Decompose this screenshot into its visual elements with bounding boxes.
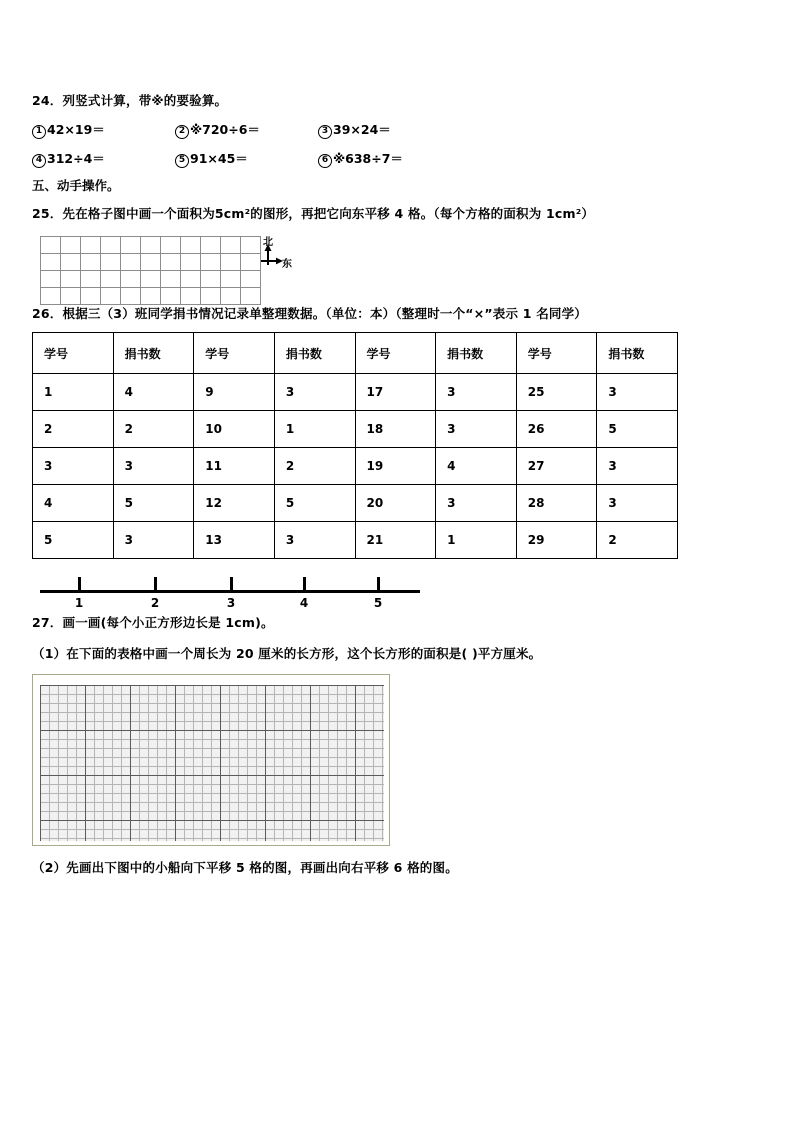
- calc-item-6: [318, 150, 461, 168]
- number-line: [32, 572, 452, 614]
- table-cell: 3: [274, 374, 355, 411]
- table-cell: 12: [194, 485, 275, 522]
- table-cell: 3: [436, 374, 517, 411]
- question-27-prompt: 27．画一画(每个小正方形边长是 1cm)。: [32, 615, 274, 630]
- item-number-circle: 6: [318, 154, 332, 168]
- calc-item-2: [175, 121, 318, 139]
- number-line-label: 2: [150, 596, 160, 610]
- column-header: 捐书数: [436, 333, 517, 374]
- column-header: 学号: [33, 333, 114, 374]
- column-header: 捐书数: [274, 333, 355, 374]
- number-line-tick: [377, 577, 380, 591]
- grid-cell: [141, 237, 161, 254]
- calc-expression: 42×19＝: [47, 122, 105, 137]
- number-line-label: 5: [373, 596, 383, 610]
- grid-cell: [241, 288, 261, 305]
- question-25-figure: [32, 233, 732, 305]
- grid-cell: [121, 271, 141, 288]
- number-line-tick: [154, 577, 157, 591]
- column-header: 学号: [516, 333, 597, 374]
- table-row: [33, 448, 678, 485]
- grid-cell: [181, 254, 201, 271]
- table-cell: 20: [355, 485, 436, 522]
- compass-east-label: 东: [282, 259, 292, 270]
- question-25-prompt: 25．先在格子图中画一个面积为5cm²的图形，再把它向东平移 4 格。（每个方格的面积为 1cm²）: [32, 206, 595, 221]
- number-line-tick: [230, 577, 233, 591]
- table-cell: 27: [516, 448, 597, 485]
- grid-cell: [81, 237, 101, 254]
- item-number-circle: 4: [32, 154, 46, 168]
- calc-expression: ※638÷7＝: [333, 151, 403, 166]
- table-cell: 4: [33, 485, 114, 522]
- grid-cell: [101, 271, 121, 288]
- number-line-label: 4: [299, 596, 309, 610]
- grid-cell: [161, 271, 181, 288]
- table-cell: 13: [194, 522, 275, 559]
- table-cell: 3: [597, 485, 678, 522]
- grid-row: [41, 237, 261, 254]
- compass-arrows-icon: [250, 235, 310, 281]
- question-24-row-2: [32, 150, 732, 168]
- table-cell: 3: [597, 374, 678, 411]
- table-cell: 19: [355, 448, 436, 485]
- grid-cell: [181, 237, 201, 254]
- number-line-tick: [78, 577, 81, 591]
- grid-cell: [61, 288, 81, 305]
- grid-cell: [201, 288, 221, 305]
- table-cell: 4: [113, 374, 194, 411]
- calc-item-3: [318, 121, 461, 139]
- fine-square-grid: [40, 685, 384, 841]
- number-line-label: 1: [74, 596, 84, 610]
- table-row: [33, 374, 678, 411]
- square-grid-small-body: [41, 237, 261, 305]
- table-cell: 2: [113, 411, 194, 448]
- grid-row: [41, 288, 261, 305]
- table-row: [33, 522, 678, 559]
- grid-cell: [81, 254, 101, 271]
- table-cell: 9: [194, 374, 275, 411]
- table-cell: 3: [436, 485, 517, 522]
- table-cell: 3: [436, 411, 517, 448]
- grid-cell: [201, 237, 221, 254]
- grid-cell: [61, 254, 81, 271]
- table-cell: 5: [113, 485, 194, 522]
- item-number-circle: 1: [32, 125, 46, 139]
- table-cell: 29: [516, 522, 597, 559]
- table-row: [33, 411, 678, 448]
- item-number-circle: 2: [175, 125, 189, 139]
- question-27-part1-prompt: （1）在下面的表格中画一个周长为 20 厘米的长方形，这个长方形的面积是( )平方厘米。: [32, 646, 542, 661]
- table-cell: 26: [516, 411, 597, 448]
- question-27-part2-prompt: （2）先画出下图中的小船向下平移 5 格的图，再画出向右平移 6 格的图。: [32, 860, 458, 875]
- grid-cell: [181, 271, 201, 288]
- grid-cell: [41, 237, 61, 254]
- table-cell: 4: [436, 448, 517, 485]
- table-cell: 1: [33, 374, 114, 411]
- grid-cell: [101, 237, 121, 254]
- grid-cell: [141, 288, 161, 305]
- item-number-circle: 3: [318, 125, 332, 139]
- question-24-prompt: 24．列竖式计算，带※的要验算。: [32, 93, 228, 108]
- grid-cell: [121, 288, 141, 305]
- table-cell: 3: [113, 448, 194, 485]
- grid-cell: [121, 254, 141, 271]
- table-cell: 3: [113, 522, 194, 559]
- grid-cell: [161, 254, 181, 271]
- grid-cell: [161, 288, 181, 305]
- grid-cell: [81, 288, 101, 305]
- calc-expression: ※720÷6＝: [190, 122, 260, 137]
- calc-item-1: [32, 121, 175, 139]
- grid-cell: [161, 237, 181, 254]
- table-cell: 18: [355, 411, 436, 448]
- table-cell: 2: [597, 522, 678, 559]
- table-cell: 2: [33, 411, 114, 448]
- grid-cell: [41, 271, 61, 288]
- calc-item-4: [32, 150, 175, 168]
- number-line-label: 3: [226, 596, 236, 610]
- grid-cell: [101, 288, 121, 305]
- question-24-row-1: [32, 121, 732, 139]
- number-line-tick: [303, 577, 306, 591]
- table-cell: 28: [516, 485, 597, 522]
- grid-cell: [221, 254, 241, 271]
- grid-cell: [101, 254, 121, 271]
- grid-cell: [201, 271, 221, 288]
- table-header-row: [33, 333, 678, 374]
- table-cell: 3: [597, 448, 678, 485]
- table-row: [33, 485, 678, 522]
- grid-row: [41, 254, 261, 271]
- table-cell: 5: [274, 485, 355, 522]
- grid-cell: [61, 271, 81, 288]
- question-27-grid-figure: [32, 674, 390, 846]
- table-cell: 11: [194, 448, 275, 485]
- table-cell: 5: [597, 411, 678, 448]
- section-five-title: 五、动手操作。: [32, 178, 120, 193]
- grid-cell: [221, 271, 241, 288]
- donation-table-body: [33, 374, 678, 559]
- question-26-prompt: 26．根据三（3）班同学捐书情况记录单整理数据。（单位：本）（整理时一个“×”表示 1 名同学）: [32, 306, 587, 321]
- table-cell: 1: [436, 522, 517, 559]
- grid-cell: [41, 254, 61, 271]
- grid-row: [41, 271, 261, 288]
- column-header: 捐书数: [597, 333, 678, 374]
- table-cell: 10: [194, 411, 275, 448]
- compass-north-label: 北: [263, 237, 273, 248]
- table-cell: 2: [274, 448, 355, 485]
- table-cell: 3: [274, 522, 355, 559]
- donation-table-head: [33, 333, 678, 374]
- calc-item-5: [175, 150, 318, 168]
- worksheet-content: [32, 92, 732, 877]
- grid-cell: [221, 237, 241, 254]
- grid-cell: [181, 288, 201, 305]
- grid-cell: [221, 288, 241, 305]
- column-header: 学号: [194, 333, 275, 374]
- table-cell: 21: [355, 522, 436, 559]
- grid-cell: [201, 254, 221, 271]
- grid-cell: [81, 271, 101, 288]
- grid-cell: [141, 271, 161, 288]
- column-header: 捐书数: [113, 333, 194, 374]
- table-cell: 17: [355, 374, 436, 411]
- donation-table: [32, 332, 678, 559]
- table-cell: 25: [516, 374, 597, 411]
- grid-cell: [141, 254, 161, 271]
- compass-rose: [250, 235, 310, 281]
- calc-expression: 312÷4＝: [47, 151, 105, 166]
- table-cell: 1: [274, 411, 355, 448]
- grid-cell: [41, 288, 61, 305]
- calc-expression: 91×45＝: [190, 151, 248, 166]
- item-number-circle: 5: [175, 154, 189, 168]
- square-grid-small: [40, 236, 261, 305]
- grid-cell: [121, 237, 141, 254]
- table-cell: 3: [33, 448, 114, 485]
- calc-expression: 39×24＝: [333, 122, 391, 137]
- grid-cell: [61, 237, 81, 254]
- table-cell: 5: [33, 522, 114, 559]
- column-header: 学号: [355, 333, 436, 374]
- grid-top-margin: [33, 675, 389, 683]
